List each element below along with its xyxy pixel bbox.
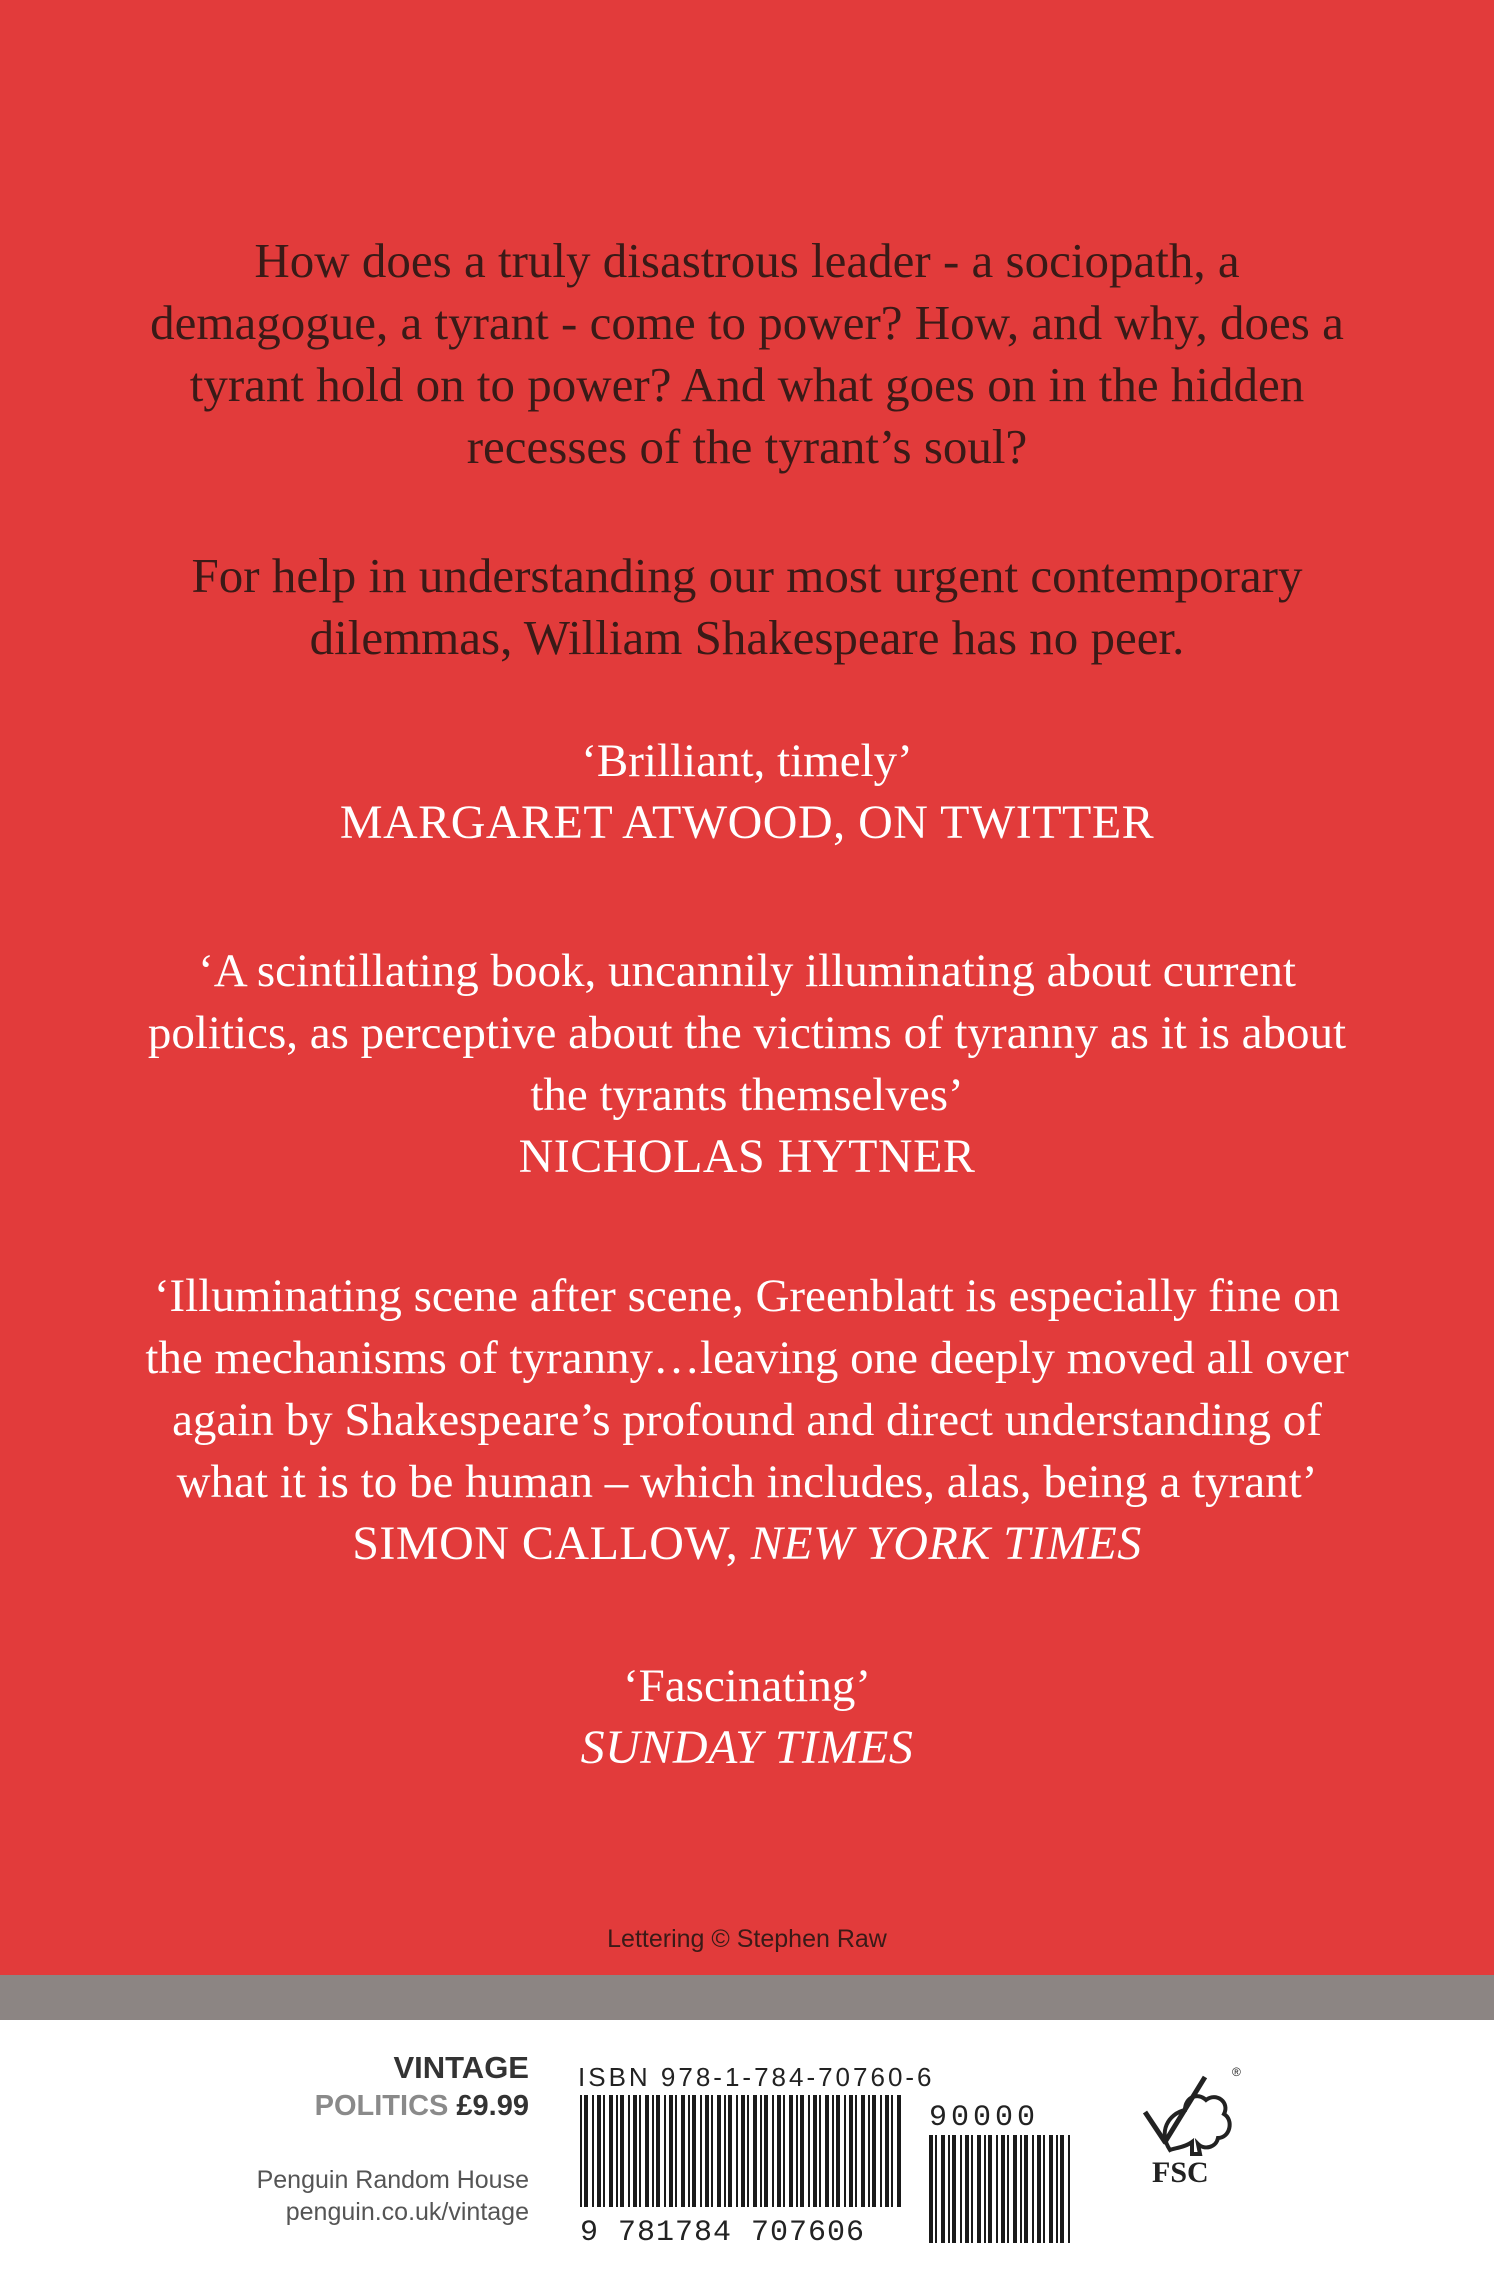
- price-addon-barcode: [927, 2095, 1077, 2245]
- barcode-digits: 9 781784 707606: [580, 2216, 866, 2245]
- fsc-tree-check-icon: [1145, 2077, 1230, 2154]
- barcode-bars: [580, 2095, 901, 2207]
- fsc-label: FSC: [1152, 2156, 1209, 2189]
- publisher-house: Penguin Random House: [256, 2166, 529, 2194]
- review-quote-4: [130, 1655, 1364, 1779]
- fsc-logo: [1130, 2062, 1250, 2192]
- review-quote-1: [130, 730, 1364, 854]
- blurb-paragraph-1: How does a truly disastrous leader - a sociopath, a demagogue, a tyrant - come to power? How, and why, does a tyrant hold on to power? And what goes on in the hidden recesses of the tyrant’s soul?: [150, 233, 1344, 474]
- review-quote-3: [130, 1265, 1364, 1575]
- quote-attribution: NICHOLAS HYTNER: [518, 1130, 976, 1183]
- category-price: POLITICS £9.99: [314, 2090, 529, 2122]
- quote-text: ‘A scintillating book, uncannily illuminating about current politics, as perceptive about the victims of tyranny as it is about the tyrants themselves’: [147, 945, 1347, 1121]
- quote-text: ‘Fascinating’: [623, 1660, 871, 1712]
- publisher-imprint: [257, 2050, 529, 2228]
- quote-attribution: MARGARET ATWOOD, ON TWITTER: [339, 796, 1155, 849]
- review-quote-2: [130, 940, 1364, 1188]
- quote-text: ‘Brilliant, timely’: [581, 735, 913, 787]
- lettering-credit: Lettering © Stephen Raw: [607, 1925, 887, 1953]
- quote-text: ‘Illuminating scene after scene, Greenblatt is especially fine on the mechanisms of tyranny…leaving one deeply moved all over again by Shakespeare’s profound and direct understanding of what it is to be human – which includes, alas, being a tyrant’: [145, 1270, 1349, 1508]
- grey-divider-band: [0, 1975, 1494, 2020]
- registered-mark: ®: [1232, 2065, 1241, 2079]
- publisher-name: VINTAGE: [393, 2050, 529, 2085]
- quote-attribution: SIMON CALLOW, NEW YORK TIMES: [352, 1517, 1142, 1570]
- blurb-paragraph-2: For help in understanding our most urgent contemporary dilemmas, William Shakespeare has no peer.: [191, 548, 1303, 665]
- quote-attribution: SUNDAY TIMES: [580, 1721, 914, 1774]
- addon-bars: [929, 2135, 1070, 2243]
- ean-barcode: [578, 2095, 908, 2245]
- isbn-number: ISBN 978-1-784-70760-6: [578, 2062, 935, 2092]
- publisher-website: penguin.co.uk/vintage: [285, 2198, 529, 2226]
- addon-digits: 90000: [929, 2101, 1040, 2135]
